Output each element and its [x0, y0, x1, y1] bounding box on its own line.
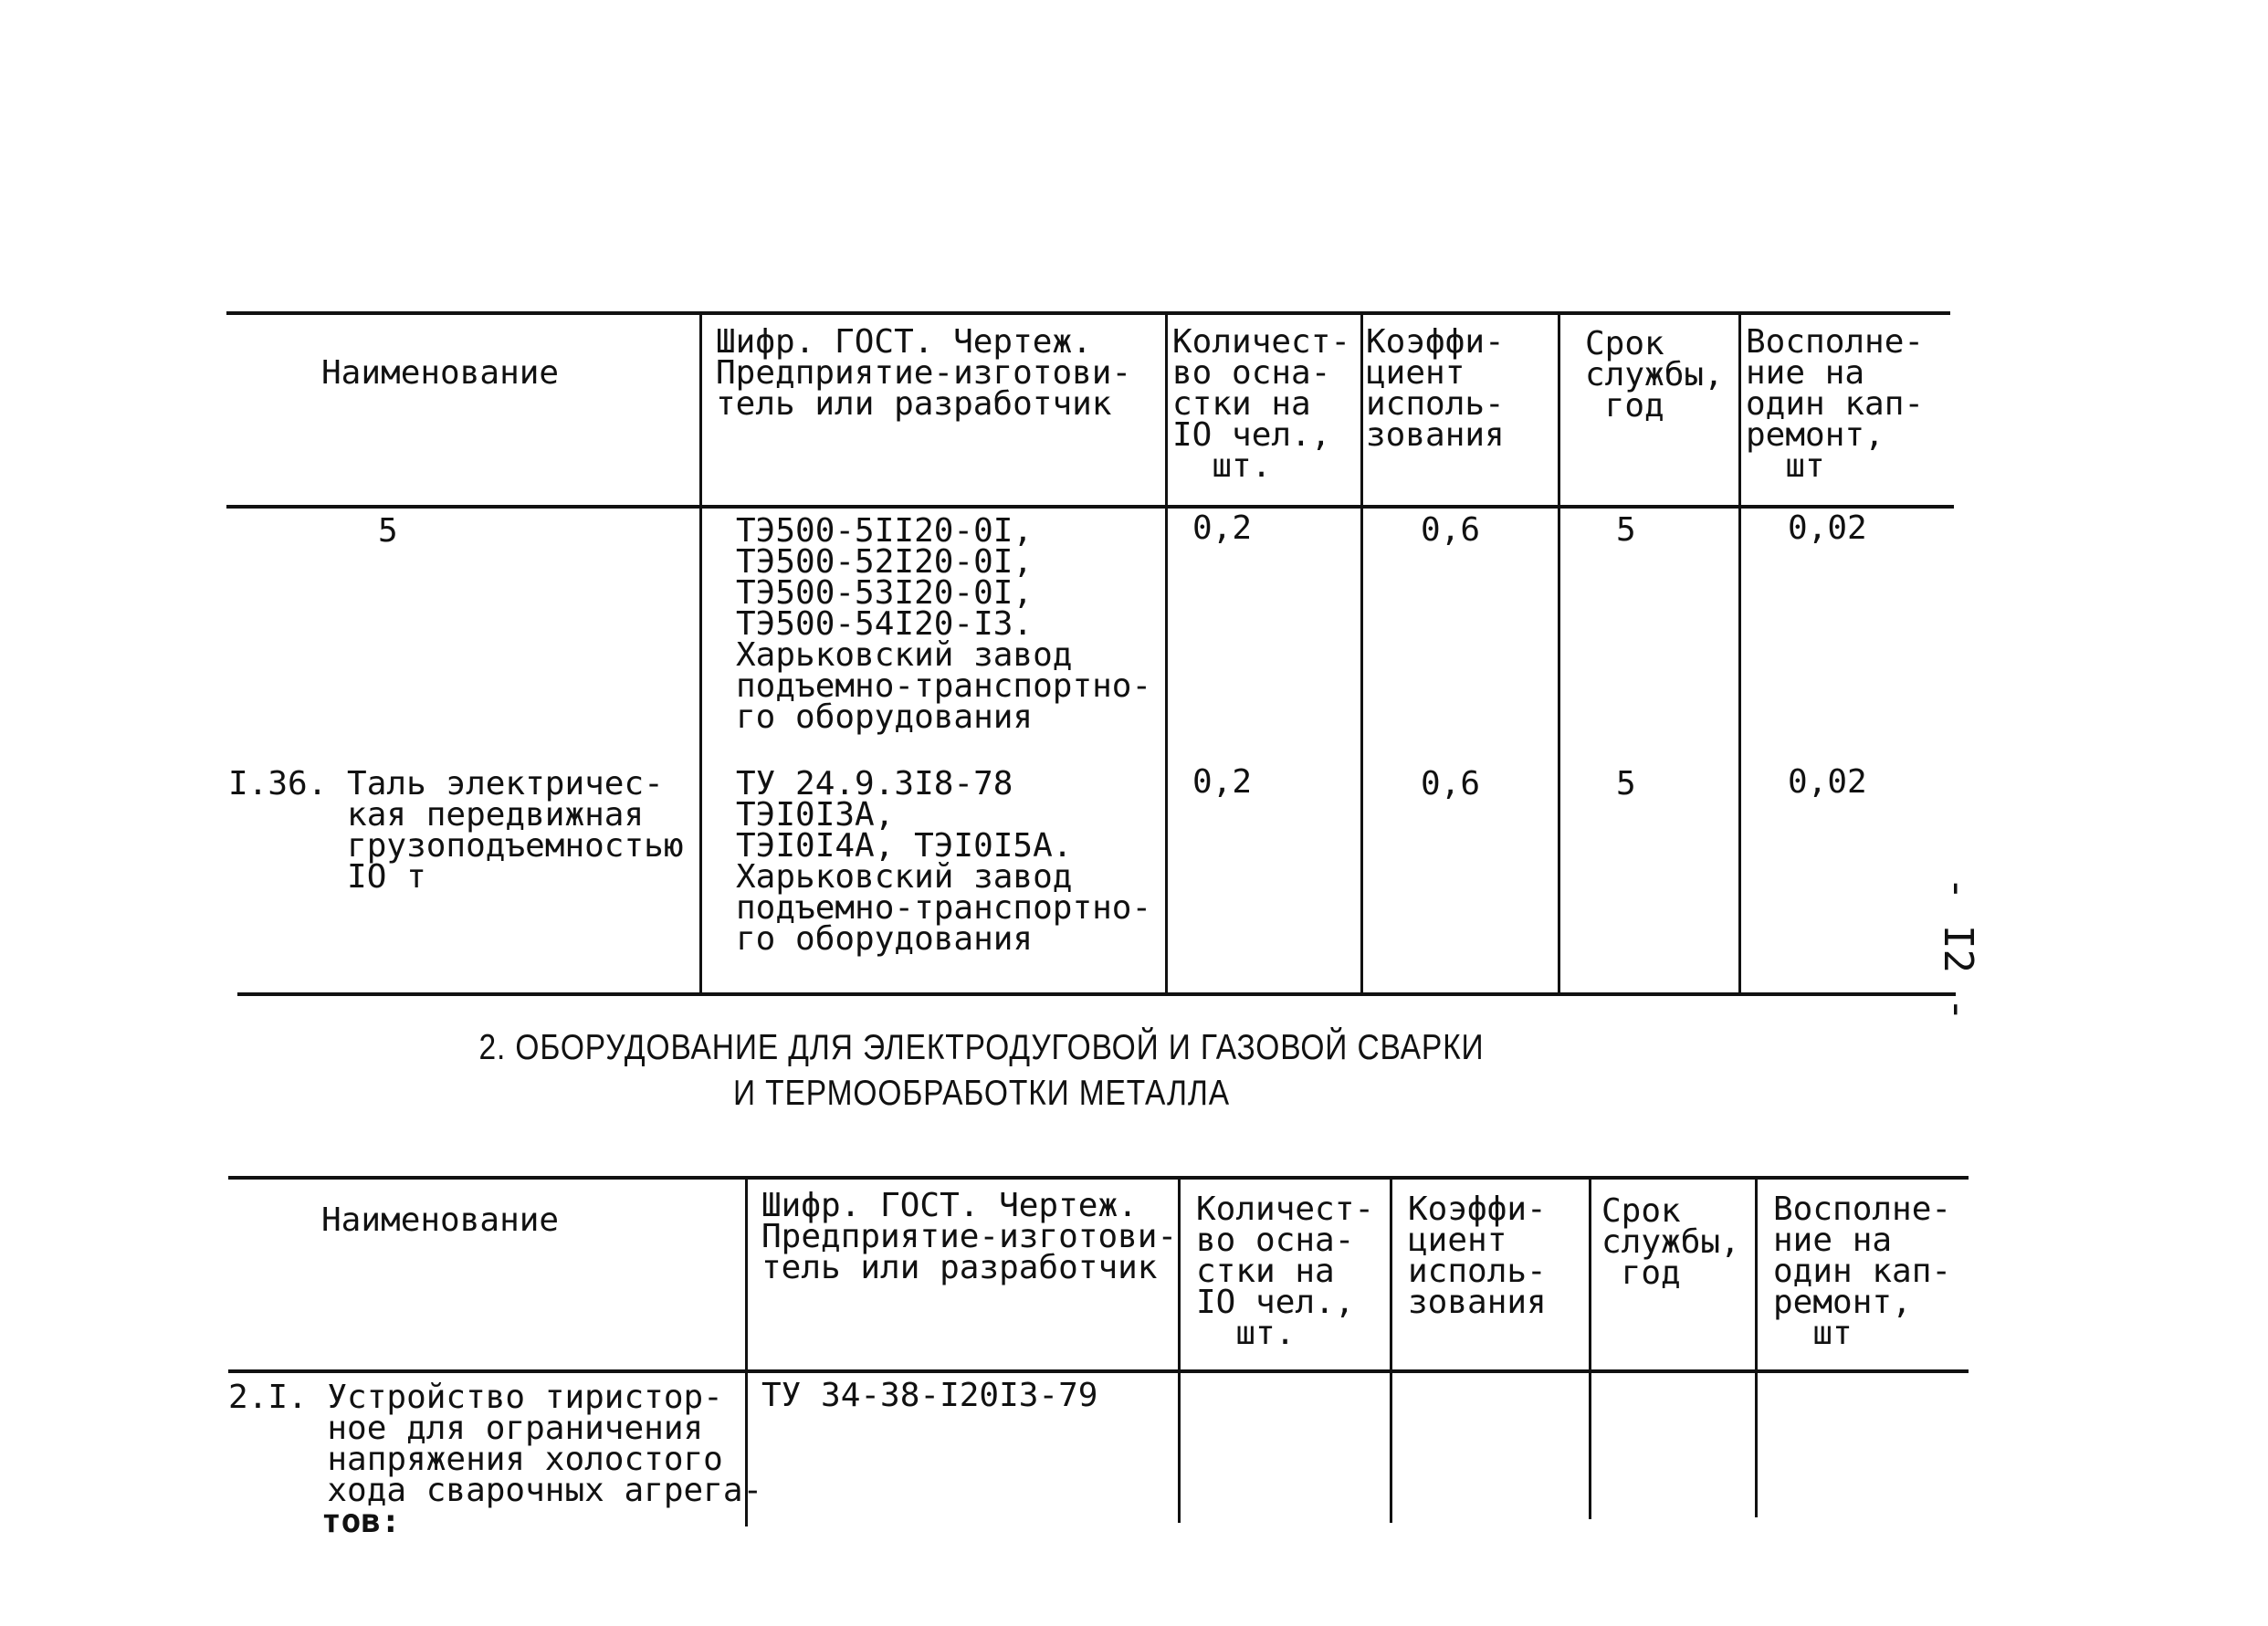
section-title-line-2: И ТЕРМООБРАБОТКИ МЕТАЛЛА	[733, 1074, 1230, 1113]
table-1-col-divider	[699, 313, 702, 994]
table-2-col-divider	[1390, 1178, 1392, 1523]
table-1-col-divider	[1738, 313, 1741, 994]
table-1-header-service-life: Срок службы, год	[1585, 325, 1724, 425]
table-1-row-2-replenishment: 0,02	[1788, 763, 1867, 801]
table-1-row-1-replenishment: 0,02	[1788, 509, 1867, 547]
table-2-col-divider	[1178, 1178, 1181, 1523]
table-2-header-code: Шифр. ГОСТ. Чертеж. Предприятие-изготови- тель или разработчик	[761, 1187, 1178, 1286]
table-1-col-divider	[1360, 313, 1363, 994]
table-2-row-1-name: 2.I. Устройство тиристор- ное для ограничения напряжения холостого хода сварочных агрега-	[228, 1379, 763, 1509]
table-2-header-name: Наименование	[321, 1201, 560, 1239]
table-1-row-1-name: 5	[378, 512, 398, 550]
table-1-header-code: Шифр. ГОСТ. Чертеж. Предприятие-изготови- тель или разработчик	[716, 323, 1132, 423]
table-1-row-1-coefficient: 0,6	[1421, 511, 1481, 549]
table-2-header-rule	[228, 1369, 1969, 1373]
table-1-row-1-quantity: 0,2	[1192, 509, 1253, 547]
table-2-row-1-code: ТУ 34-38-I20I3-79	[761, 1377, 1098, 1414]
table-1-header-rule	[226, 505, 1954, 509]
table-2-top-rule	[228, 1176, 1969, 1180]
table-1-header-name: Наименование	[321, 354, 560, 392]
table-1-header-quantity: Количест- во осна- стки на IO чел., шт.	[1172, 323, 1351, 485]
table-1-top-rule	[226, 311, 1950, 315]
table-1-header-coefficient: Коэффи- циент исполь- зования	[1366, 323, 1505, 454]
table-1-row-1-code: ТЭ500-5II20-0I, ТЭ500-52I20-0I, ТЭ500-53I20-0I, ТЭ500-54I20-I3. Харьковский завод подъемно-транспортно- го оборудования	[736, 512, 1152, 736]
table-1-bottom-rule	[237, 992, 1956, 996]
table-1-row-2-quantity: 0,2	[1192, 763, 1253, 801]
table-2-header-coefficient: Коэффи- циент исполь- зования	[1408, 1191, 1547, 1321]
table-2-col-divider	[1589, 1178, 1591, 1519]
table-2-row-1-name-last: тов:	[321, 1503, 401, 1540]
page-number: - I2 -	[1935, 876, 1981, 1022]
table-1-col-divider	[1558, 313, 1560, 994]
table-2-header-service-life: Срок службы, год	[1601, 1192, 1740, 1292]
table-1-col-divider	[1165, 313, 1168, 994]
table-2-col-divider	[1755, 1178, 1758, 1517]
table-2-header-quantity: Количест- во осна- стки на IO чел., шт.	[1196, 1191, 1375, 1352]
table-1-row-1-service-life: 5	[1616, 511, 1636, 549]
table-1-row-2-code: ТУ 24.9.3I8-78 ТЭI0I3А, ТЭI0I4А, ТЭI0I5А. Харьковский завод подъемно-транспортно- го оборудования	[736, 765, 1152, 958]
table-1-row-2-name: I.36. Таль электричес- кая передвижная грузоподъемностью IO т	[228, 765, 684, 896]
table-2-header-replenishment: Восполне- ние на один кап- ремонт, шт	[1773, 1191, 1952, 1352]
section-title-line-1: 2. ОБОРУДОВАНИЕ ДЛЯ ЭЛЕКТРОДУГОВОЙ И ГАЗОВОЙ СВАРКИ	[478, 1028, 1485, 1067]
table-1-row-2-coefficient: 0,6	[1421, 765, 1481, 803]
table-1-row-2-service-life: 5	[1616, 765, 1636, 803]
table-1-header-replenishment: Восполне- ние на один кап- ремонт, шт	[1746, 323, 1925, 485]
